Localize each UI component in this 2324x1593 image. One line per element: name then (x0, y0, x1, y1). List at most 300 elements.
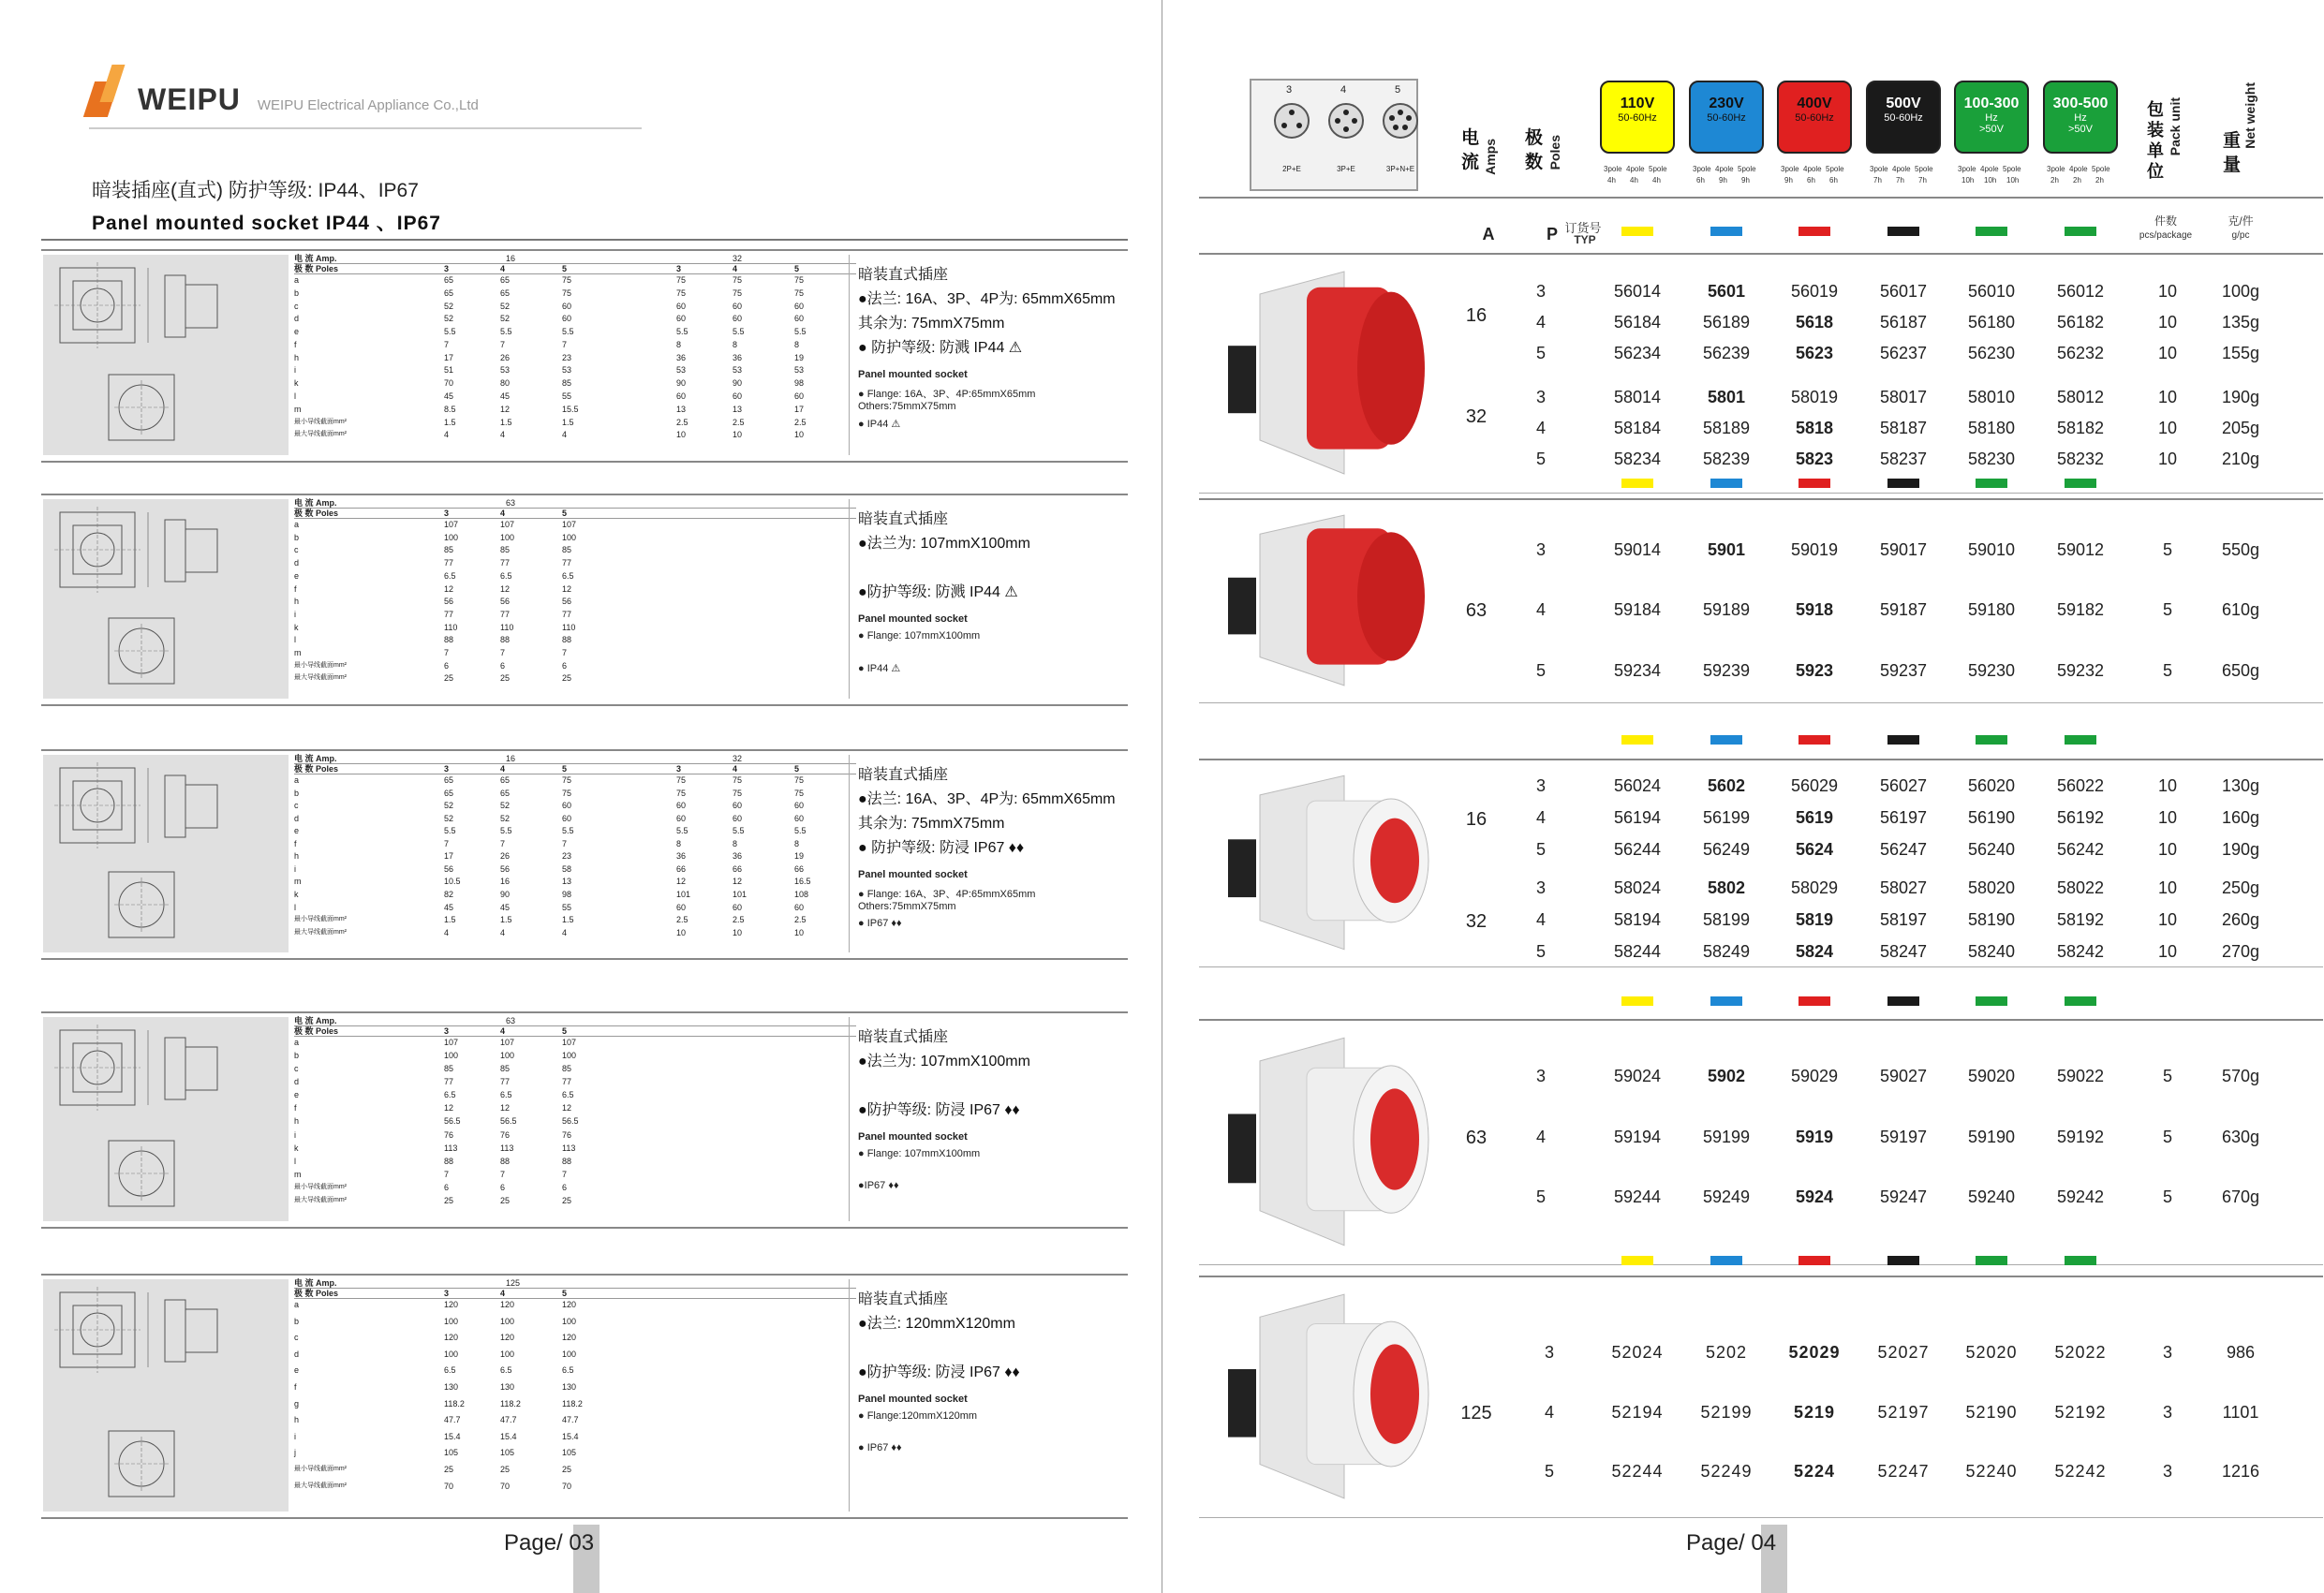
spec-value: 10 (733, 927, 743, 937)
spec-key: i (294, 1431, 296, 1441)
spec-value: 113 (562, 1143, 576, 1153)
spec-value: 120 (500, 1300, 515, 1309)
spec-value: 8 (733, 339, 738, 349)
pole-value: 4 (1535, 600, 1547, 619)
order-code: 56237 (1879, 344, 1928, 362)
spec-value: 10.5 (444, 877, 461, 887)
pole-value: 5 (1535, 942, 1547, 961)
spec-value: 88 (444, 635, 454, 645)
order-code: 56232 (2056, 344, 2105, 362)
spec-value: 45 (444, 391, 454, 401)
order-code: 52240 (1965, 1462, 2018, 1481)
spec-value: 120 (562, 1333, 577, 1343)
spec-value: 6.5 (444, 570, 456, 581)
spec-value: 65 (444, 275, 454, 285)
frequency-label: >50V (2068, 124, 2093, 135)
order-code: 58022 (2056, 878, 2105, 897)
spec-key: i (294, 863, 296, 874)
order-code: 5923 (1795, 661, 1834, 680)
pin-count-label: 3 (1285, 84, 1293, 96)
pin-dot (1389, 115, 1395, 121)
amp-value: 16 (506, 754, 516, 763)
pole-value: 4 (1535, 808, 1547, 827)
spec-key: 最小导线截面mm² (294, 661, 347, 669)
order-code: 52199 (1700, 1403, 1753, 1422)
note-cn3: 其余为: 75mmX75mm (858, 816, 1005, 832)
spec-value: 6.5 (562, 1365, 574, 1376)
hour-caption: 7h (1918, 176, 1927, 184)
spec-value: 1.5 (444, 915, 456, 925)
spec-value: 65 (444, 775, 454, 785)
order-code: 5602 (1707, 776, 1746, 795)
spec-value: 52 (500, 813, 511, 823)
voltage-badge (2043, 81, 2118, 154)
order-code: 5801 (1707, 388, 1746, 406)
spec-value: 58 (562, 863, 572, 874)
order-code: 52192 (2054, 1403, 2107, 1422)
order-code: 58024 (1613, 878, 1662, 897)
spec-value: 60 (794, 813, 805, 823)
hour-caption: 4h (1630, 176, 1638, 184)
spec-value: 5.5 (500, 327, 512, 337)
pole-caption: 4pole (2069, 165, 2088, 173)
order-code: 59180 (1967, 600, 2016, 619)
spec-value: 66 (733, 863, 743, 874)
spec-value: 51 (444, 365, 454, 376)
spec-value: 45 (500, 902, 511, 912)
color-swatch (2065, 735, 2096, 745)
pin-dot (1352, 118, 1357, 124)
spec-value: 85 (444, 1064, 454, 1074)
spec-value: 45 (500, 391, 511, 401)
spec-value: 6.5 (500, 570, 512, 581)
pole-value: 3 (1535, 776, 1547, 795)
spec-value: 5.5 (794, 826, 807, 836)
pole-label: 极 数 Poles (294, 509, 339, 518)
order-code: 59020 (1967, 1067, 2016, 1085)
block-top-rule (1199, 498, 2323, 500)
pack-quantity: 10 (2157, 776, 2178, 795)
amp-value: 16 (1465, 809, 1488, 830)
spec-value: 77 (500, 609, 511, 619)
voltage-label: 400V (1797, 96, 1832, 111)
spec-value: 10 (794, 430, 805, 440)
color-swatch (1710, 227, 1742, 236)
spec-value: 6.5 (444, 1365, 456, 1376)
pack-quantity: 5 (2162, 1187, 2173, 1206)
spec-value: 107 (500, 520, 515, 529)
frequency-label: Hz (2074, 112, 2087, 124)
pole-value: 4 (1544, 1403, 1555, 1422)
spec-value: 4 (444, 927, 450, 937)
spec-value: 25 (500, 673, 511, 684)
spec-value: 85 (562, 545, 572, 555)
spec-value: 6 (500, 1182, 506, 1192)
pack-quantity: 10 (2157, 910, 2178, 929)
order-code: 58020 (1967, 878, 2016, 897)
spec-value: 85 (444, 545, 454, 555)
order-code: 56199 (1702, 808, 1751, 827)
order-code: 58017 (1879, 388, 1928, 406)
order-code: 58239 (1702, 450, 1751, 468)
pole-label: 极 数 Poles (294, 1026, 339, 1036)
frequency-label: Hz (1985, 112, 1998, 124)
spec-value: 12 (562, 1103, 572, 1114)
net-weight: 190g (2221, 388, 2260, 406)
color-swatch (2065, 1256, 2096, 1265)
spec-value: 52 (444, 813, 454, 823)
spec-key: c (294, 1064, 299, 1074)
block-bottom-rule (1199, 966, 2323, 967)
pole-caption: 4pole (1803, 165, 1822, 173)
spec-value: 6 (562, 1182, 568, 1192)
note-en2: ● Flange: 16A、3P、4P:65mmX65mm (858, 389, 1036, 400)
pole-value: 5 (1535, 1187, 1547, 1206)
note-en2: ● Flange: 107mmX100mm (858, 1148, 981, 1159)
spec-value: 36 (676, 851, 687, 862)
order-code: 58180 (1967, 419, 2016, 437)
order-code: 52244 (1611, 1462, 1664, 1481)
pole-value: 5 (562, 264, 568, 273)
pole-label: 极 数 Poles (294, 764, 339, 774)
order-code: 52197 (1877, 1403, 1930, 1422)
spec-key: 最小导线截面mm² (294, 916, 347, 923)
brand-name: WEIPU (138, 82, 241, 116)
hour-caption: 4h (1607, 176, 1616, 184)
pole-caption: 3pole (1781, 165, 1799, 173)
spec-value: 75 (676, 288, 687, 298)
spec-value: 110 (444, 622, 458, 632)
spec-value: 6 (500, 660, 506, 671)
pack-quantity: 10 (2157, 942, 2178, 961)
spec-value: 25 (500, 1195, 511, 1205)
spec-value: 60 (676, 902, 687, 912)
amp-value: 32 (733, 754, 743, 763)
order-number-en: TYP (1574, 233, 1596, 246)
spec-value: 1.5 (444, 417, 456, 427)
pole-value: 4 (1535, 1128, 1547, 1146)
socket-photo-icon (1204, 766, 1447, 959)
spec-value: 113 (500, 1143, 514, 1153)
spec-value: 5.5 (733, 826, 745, 836)
note-en2: ● Flange: 107mmX100mm (858, 630, 981, 642)
spec-value: 1.5 (562, 915, 574, 925)
voltage-badge (1866, 81, 1941, 154)
pole-value: 3 (444, 509, 450, 518)
spec-key: j (294, 1448, 296, 1458)
net-weight: 1216 (2221, 1462, 2260, 1481)
spec-value: 100 (444, 1051, 459, 1061)
pack-quantity: 3 (2162, 1462, 2173, 1481)
order-code: 59192 (2056, 1128, 2105, 1146)
pack-header-cn: 包装单位 (2147, 100, 2164, 181)
amp-label: 电 流 Amp. (294, 254, 337, 263)
spec-key: i (294, 609, 296, 619)
order-code: 52020 (1965, 1343, 2018, 1362)
spec-value: 60 (794, 902, 805, 912)
order-code: 59232 (2056, 661, 2105, 680)
order-code: 56014 (1613, 282, 1662, 301)
spec-value: 25 (444, 1195, 454, 1205)
spec-value: 2.5 (676, 417, 688, 427)
spec-value: 88 (500, 635, 511, 645)
spec-key: k (294, 890, 299, 899)
spec-value: 60 (733, 301, 743, 311)
spec-value: 4 (444, 430, 450, 440)
spec-key: c (294, 301, 299, 311)
order-code: 58189 (1702, 419, 1751, 437)
pole-value: 4 (500, 1026, 506, 1036)
spec-value: 88 (500, 1156, 511, 1166)
spec-value: 7 (562, 838, 568, 848)
pole-caption: 3pole (1693, 165, 1711, 173)
order-code: 59189 (1702, 600, 1751, 619)
spec-value: 56 (500, 863, 511, 874)
order-code: 56230 (1967, 344, 2016, 362)
net-weight: 260g (2221, 910, 2260, 929)
spec-key: f (294, 583, 297, 594)
pin-dot (1289, 110, 1295, 115)
order-code: 56010 (1967, 282, 2016, 301)
spec-value: 90 (733, 378, 743, 389)
spec-value: 8 (794, 838, 800, 848)
pole-value: 3 (1544, 1343, 1555, 1362)
weight-header-cn: 重量 (2223, 131, 2242, 175)
order-code: 5601 (1707, 282, 1746, 301)
spec-value: 53 (500, 365, 511, 376)
order-code: 59012 (2056, 540, 2105, 559)
order-code: 52027 (1877, 1343, 1930, 1362)
spec-key: b (294, 1316, 300, 1326)
spec-key: l (294, 902, 296, 912)
spec-key: m (294, 877, 302, 887)
spec-value: 60 (733, 813, 743, 823)
spec-value: 13 (733, 404, 743, 414)
spec-value: 5.5 (676, 327, 688, 337)
spec-key: b (294, 1051, 300, 1061)
spec-value: 105 (562, 1448, 577, 1458)
order-code: 58014 (1613, 388, 1662, 406)
spec-key: a (294, 520, 300, 529)
weight-sub-cn: 克/件 (2228, 214, 2254, 228)
spec-value: 25 (562, 673, 572, 684)
spec-value: 1.5 (562, 417, 574, 427)
socket-photo-icon (1204, 1026, 1447, 1257)
order-code: 56197 (1879, 808, 1928, 827)
order-code: 58012 (2056, 388, 2105, 406)
note-cn4: ●防护等级: 防溅 IP44 ⚠ (858, 584, 1018, 600)
frequency-label: 50-60Hz (1707, 112, 1746, 124)
color-swatch (1799, 1256, 1830, 1265)
spec-value: 75 (562, 788, 572, 798)
pin-dot (1296, 123, 1302, 128)
order-code: 58244 (1613, 942, 1662, 961)
product-photo (1204, 506, 1447, 695)
spec-value: 7 (444, 339, 450, 349)
spec-value: 60 (733, 391, 743, 401)
pole-value: 4 (500, 1289, 506, 1298)
hour-caption: 9h (1784, 176, 1793, 184)
spec-key: i (294, 1129, 296, 1140)
spec-key: a (294, 775, 300, 785)
product-photo (1204, 1026, 1447, 1257)
spec-value: 56.5 (500, 1116, 517, 1127)
spec-value: 6.5 (562, 1090, 574, 1100)
pole-value: 3 (676, 764, 682, 774)
spec-value: 10 (794, 927, 805, 937)
spec-value: 88 (562, 635, 572, 645)
spec-value: 120 (562, 1300, 577, 1309)
net-weight: 670g (2221, 1187, 2260, 1206)
spec-value: 60 (676, 301, 687, 311)
order-code: 52029 (1788, 1343, 1841, 1362)
spec-value: 2.5 (676, 915, 688, 925)
page-number: Page/ 03 (504, 1530, 595, 1556)
spec-value: 75 (562, 275, 572, 285)
amps-header-cn: 电流 (1461, 128, 1480, 172)
order-code: 58190 (1967, 910, 2016, 929)
order-code: 58192 (2056, 910, 2105, 929)
block-top-rule (1199, 1019, 2323, 1021)
order-code: 5902 (1707, 1067, 1746, 1085)
spec-value: 65 (500, 275, 511, 285)
pole-value: 5 (1544, 1462, 1555, 1481)
spec-value: 100 (500, 532, 515, 542)
order-code: 5624 (1795, 840, 1834, 859)
note-en4: ● IP44 ⚠ (858, 419, 901, 430)
pole-value: 4 (500, 509, 506, 518)
spec-value: 65 (500, 775, 511, 785)
spec-value: 5.5 (500, 826, 512, 836)
color-swatch (2065, 996, 2096, 1006)
spec-value: 107 (500, 1038, 515, 1047)
spec-value: 60 (676, 813, 687, 823)
spec-value: 75 (733, 775, 743, 785)
pack-header-en: Pack unit (2168, 97, 2183, 156)
spec-value: 6 (562, 660, 568, 671)
color-swatch (1621, 996, 1653, 1006)
spec-value: 26 (500, 352, 511, 362)
order-code: 59249 (1702, 1187, 1751, 1206)
title-chinese: 暗装插座(直式) 防护等级: IP44、IP67 (92, 180, 419, 201)
pin-dot (1393, 125, 1399, 130)
pole-value: 4 (1535, 419, 1547, 437)
order-code: 58240 (1967, 942, 2016, 961)
spec-value: 53 (733, 365, 743, 376)
order-code: 58234 (1613, 450, 1662, 468)
color-swatch (1976, 227, 2007, 236)
spec-key: a (294, 275, 300, 285)
order-code: 5818 (1795, 419, 1834, 437)
spec-value: 56.5 (444, 1116, 461, 1127)
color-swatch (1710, 1256, 1742, 1265)
spec-value: 66 (676, 863, 687, 874)
order-code: 56184 (1613, 313, 1662, 332)
spec-value: 15.4 (562, 1431, 579, 1441)
pack-sub-cn: 件数 (2154, 214, 2178, 228)
spec-value: 15.4 (500, 1431, 517, 1441)
order-code: 59017 (1879, 540, 1928, 559)
pack-sub-en: pcs/package (2139, 230, 2193, 241)
spec-key: h (294, 1415, 300, 1425)
pole-value: 3 (444, 764, 450, 774)
pole-caption: 4pole (1980, 165, 1999, 173)
order-code: 52247 (1877, 1462, 1930, 1481)
block-bottom-rule (1199, 493, 2323, 494)
spec-value: 5.5 (562, 327, 574, 337)
block-bottom-rule (1199, 1264, 2323, 1265)
order-code: 52249 (1700, 1462, 1753, 1481)
amp-label: 电 流 Amp. (294, 498, 337, 508)
pole-value: 5 (562, 1289, 568, 1298)
spec-value: 12 (500, 404, 511, 414)
spec-value: 25 (562, 1465, 572, 1474)
spec-value: 6 (444, 1182, 450, 1192)
pole-value: 3 (1535, 1067, 1547, 1085)
spec-key: m (294, 648, 302, 658)
pack-quantity: 5 (2162, 600, 2173, 619)
spec-value: 8.5 (444, 404, 456, 414)
sub-header-a: A (1482, 225, 1495, 243)
spec-value: 12 (562, 583, 572, 594)
amp-value: 32 (1465, 406, 1488, 427)
order-code: 58194 (1613, 910, 1662, 929)
spec-value: 120 (500, 1333, 515, 1343)
color-swatch (1887, 1256, 1919, 1265)
spec-value: 100 (444, 1316, 459, 1326)
note-en1: Panel mounted socket (858, 613, 968, 625)
note-cn1: 暗装直式插座 (858, 1291, 949, 1307)
order-code: 56189 (1702, 313, 1751, 332)
order-code: 52242 (2054, 1462, 2107, 1481)
spec-value: 105 (500, 1448, 515, 1458)
spec-value: 52 (500, 301, 511, 311)
spec-value: 75 (794, 275, 805, 285)
order-code: 56019 (1790, 282, 1839, 301)
spec-value: 52 (444, 801, 454, 811)
pole-value: 5 (562, 764, 568, 774)
order-code: 56242 (2056, 840, 2105, 859)
spec-value: 60 (562, 314, 572, 324)
color-swatch (1710, 479, 1742, 488)
spec-value: 52 (500, 314, 511, 324)
pin-dot (1335, 118, 1340, 124)
order-code: 59194 (1613, 1128, 1662, 1146)
pin-configuration-box (1250, 79, 1418, 191)
order-code: 5919 (1795, 1128, 1834, 1146)
pack-quantity: 10 (2157, 313, 2178, 332)
spec-value: 12 (500, 583, 511, 594)
amp-label: 电 流 Amp. (294, 1278, 337, 1288)
order-code: 59242 (2056, 1187, 2105, 1206)
product-photo (1204, 766, 1447, 959)
spec-key: h (294, 851, 300, 862)
order-code: 56187 (1879, 313, 1928, 332)
spec-value: 85 (562, 378, 572, 389)
spec-value: 82 (444, 890, 454, 899)
spec-value: 7 (500, 1169, 506, 1179)
pole-value: 3 (444, 1026, 450, 1036)
pin-dot (1281, 123, 1287, 128)
spec-key: b (294, 288, 300, 298)
spec-value: 5.5 (444, 826, 456, 836)
spec-value: 5.5 (444, 327, 456, 337)
spec-value: 113 (444, 1143, 458, 1153)
spec-value: 100 (500, 1051, 515, 1061)
spec-value: 77 (444, 558, 454, 568)
order-code: 5219 (1793, 1403, 1836, 1422)
pole-label: 极 数 Poles (294, 264, 339, 273)
